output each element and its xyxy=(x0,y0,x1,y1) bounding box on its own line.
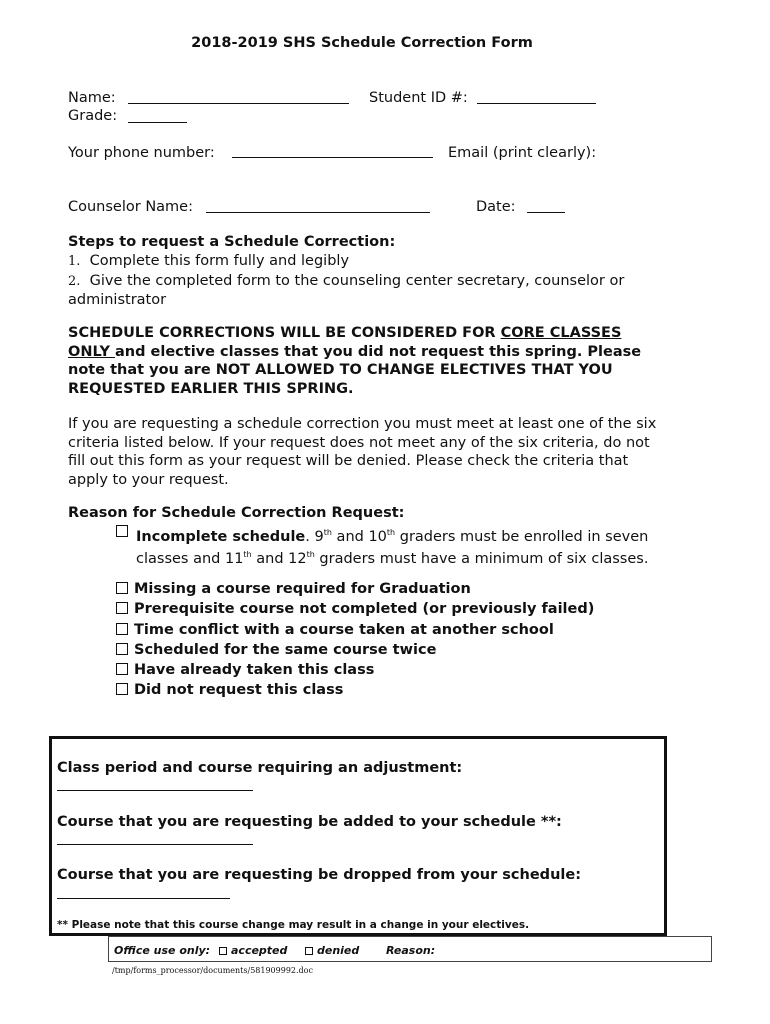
criterion-label: Scheduled for the same course twice xyxy=(134,642,437,658)
date-field[interactable] xyxy=(527,212,565,213)
checkbox-already-taken[interactable] xyxy=(116,661,374,680)
checkbox-prerequisite[interactable] xyxy=(116,600,594,619)
criterion-text: graders must be enrolled in seven classes and 11 xyxy=(136,528,649,568)
step-2-number: 2. xyxy=(68,273,81,289)
checkbox-icon[interactable] xyxy=(116,582,128,594)
name-field[interactable] xyxy=(128,103,349,104)
criterion-text: and 12 xyxy=(251,551,307,568)
phone-field[interactable] xyxy=(232,157,433,158)
checkbox-icon[interactable] xyxy=(116,683,128,695)
adjustment-field[interactable] xyxy=(57,790,253,791)
checkbox-did-not-request[interactable] xyxy=(116,681,343,700)
checkbox-icon[interactable] xyxy=(116,602,128,614)
step-1-text: Complete this form fully and legibly xyxy=(89,253,350,269)
step-1 xyxy=(68,252,668,272)
criterion-label: Have already taken this class xyxy=(134,662,375,678)
notice-text-1: SCHEDULE CORRECTIONS WILL BE CONSIDERED FOR xyxy=(68,325,501,341)
criterion-label: Prerequisite course not completed (or previously failed) xyxy=(134,601,595,617)
superscript: th xyxy=(386,528,396,537)
checkbox-icon[interactable] xyxy=(305,947,313,955)
reason-label: Reason: xyxy=(386,944,436,957)
criteria-intro: If you are requesting a schedule correction you must meet at least one of the six criteria listed below. If your request does not meet any of the six criteria, do not fill out this form as your request will be denied. Please check the criteria that apply to your request. xyxy=(68,416,657,488)
notice-only: ONLY xyxy=(68,343,115,360)
criterion-label: Time conflict with a course taken at another school xyxy=(134,622,554,638)
criterion-text: . 9 xyxy=(305,528,324,545)
criterion-text: graders must have a minimum of six classes. xyxy=(314,551,649,568)
criterion-bold: Incomplete schedule xyxy=(136,528,306,545)
counselor-label: Counselor Name: xyxy=(68,199,193,215)
office-use-box xyxy=(108,936,712,962)
checkbox-icon[interactable] xyxy=(219,947,227,955)
name-label: Name: xyxy=(68,90,116,106)
denied-label: denied xyxy=(317,944,360,957)
page-title: 2018-2019 SHS Schedule Correction Form xyxy=(191,35,533,51)
core-classes-notice xyxy=(68,324,663,398)
phone-label: Your phone number: xyxy=(68,145,215,161)
checkbox-icon[interactable] xyxy=(116,643,128,655)
add-course-field[interactable] xyxy=(57,844,253,845)
step-1-number: 1. xyxy=(68,254,81,269)
grade-label: Grade: xyxy=(68,108,118,124)
office-use-label: Office use only: xyxy=(114,944,211,957)
accepted-option[interactable] xyxy=(211,944,287,957)
step-2-text: Give the completed form to the counseling center secretary, counselor or administrator xyxy=(68,272,625,308)
student-id-label: Student ID #: xyxy=(369,90,468,106)
checkbox-icon[interactable] xyxy=(116,623,128,635)
counselor-field[interactable] xyxy=(206,212,430,213)
superscript: th xyxy=(243,550,252,560)
criterion-label: Missing a course required for Graduation xyxy=(134,581,471,597)
add-course-question: Course that you are requesting be added to your schedule **: xyxy=(57,814,562,830)
criterion-incomplete-schedule xyxy=(136,524,661,569)
drop-course-field[interactable] xyxy=(57,898,230,899)
electives-note: ** Please note that this course change may result in a change in your electives. xyxy=(57,919,530,931)
denied-option[interactable] xyxy=(297,944,359,957)
checkbox-icon[interactable] xyxy=(116,663,128,675)
footer-file-path: /tmp/forms_processor/documents/581909992.doc xyxy=(112,966,313,975)
notice-core-classes: CORE CLASSES xyxy=(500,325,622,341)
reason-heading: Reason for Schedule Correction Request: xyxy=(68,505,405,521)
steps-heading: Steps to request a Schedule Correction: xyxy=(68,234,396,250)
student-id-field[interactable] xyxy=(477,103,596,104)
grade-field[interactable] xyxy=(128,122,187,123)
criterion-text: and 10 xyxy=(331,528,387,545)
checkbox-missing-course[interactable] xyxy=(116,580,471,599)
criterion-label: Did not request this class xyxy=(134,682,344,698)
notice-text-2: and elective classes that you did not request this spring. Please note that you are NOT ALLOWED TO CHANGE ELECTIVES THAT YOU REQUESTED EARLIER THIS SPRING. xyxy=(68,343,642,397)
checkbox-time-conflict[interactable] xyxy=(116,621,554,640)
superscript: th xyxy=(306,550,315,560)
checkbox-icon[interactable] xyxy=(116,525,128,537)
step-2 xyxy=(68,272,668,310)
date-label: Date: xyxy=(476,199,516,215)
drop-course-question: Course that you are requesting be dropped from your schedule: xyxy=(57,867,581,883)
adjustment-question: Class period and course requiring an adjustment: xyxy=(57,760,463,776)
checkbox-scheduled-twice[interactable] xyxy=(116,641,436,660)
superscript: th xyxy=(323,528,332,537)
checkbox-incomplete-schedule[interactable] xyxy=(116,523,134,542)
email-label: Email (print clearly): xyxy=(448,145,597,161)
steps-list xyxy=(68,252,668,310)
course-adjustment-box xyxy=(49,736,667,936)
accepted-label: accepted xyxy=(231,944,288,957)
